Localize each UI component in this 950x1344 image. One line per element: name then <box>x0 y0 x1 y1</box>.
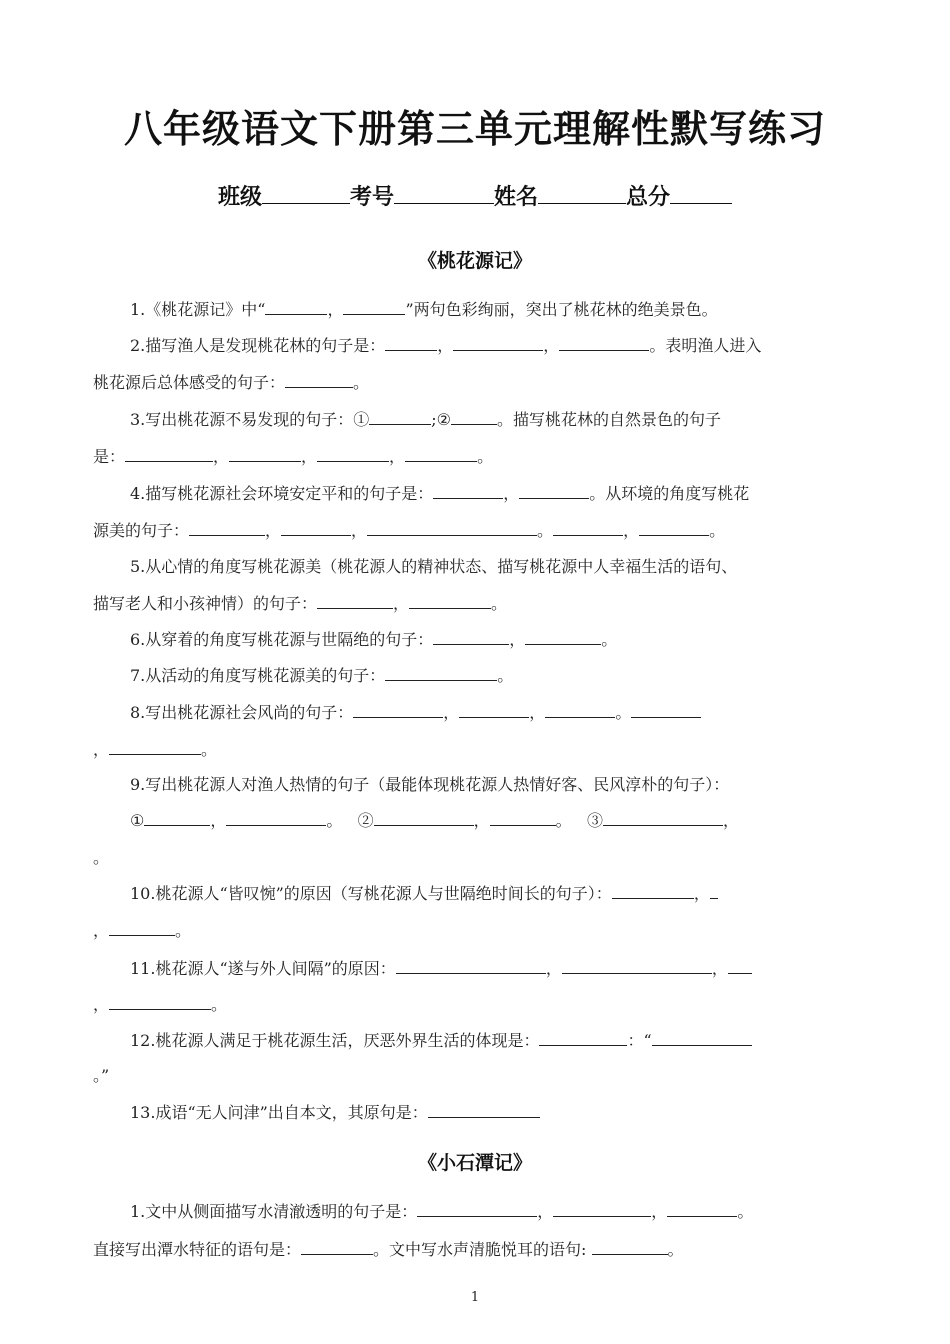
question-line <box>93 1063 863 1086</box>
question-text: ， <box>693 884 710 903</box>
section-title-taohuayuanji: 《桃花源记》 <box>417 250 532 272</box>
question-text: ， <box>623 521 640 540</box>
question-line <box>130 1199 860 1222</box>
question-text: ， <box>210 811 227 830</box>
question-text: 。 <box>497 666 514 685</box>
answer-blank[interactable] <box>519 484 589 499</box>
question-text: 描写老人和小孩神情）的句子： <box>93 594 318 613</box>
section-title-xiaoshitanji: 《小石潭记》 <box>417 1152 532 1174</box>
question-text: ③ <box>586 811 603 830</box>
answer-blank[interactable] <box>317 447 389 462</box>
question-line <box>130 1100 860 1123</box>
question-text: ② <box>357 811 374 830</box>
question-text: 。 <box>709 521 726 540</box>
class-label: 班级 <box>217 185 262 210</box>
question-text: 。 <box>491 594 508 613</box>
name-label: 姓名 <box>494 185 539 210</box>
question-text: ， <box>651 1202 668 1221</box>
question-text: ， <box>537 1202 554 1221</box>
question-text: 。 <box>737 1202 754 1221</box>
answer-blank[interactable] <box>226 811 326 826</box>
question-line <box>130 554 860 577</box>
answer-blank[interactable] <box>525 630 601 645</box>
name-blank[interactable] <box>538 183 626 204</box>
answer-blank[interactable] <box>559 336 649 351</box>
answer-blank[interactable] <box>562 959 712 974</box>
question-text: ， <box>509 630 526 649</box>
answer-blank[interactable] <box>281 521 351 536</box>
answer-blank[interactable] <box>451 410 497 425</box>
question-text: ， <box>437 336 454 355</box>
question-line <box>130 481 860 504</box>
answer-blank[interactable] <box>553 1202 651 1217</box>
answer-blank[interactable] <box>545 703 615 718</box>
answer-blank[interactable] <box>109 740 201 755</box>
question-text: 。 <box>601 630 618 649</box>
answer-blank[interactable] <box>433 484 503 499</box>
question-text: 。表明渔人进入 <box>649 336 762 355</box>
answer-blank[interactable] <box>592 1240 668 1255</box>
question-text: 。描写桃花林的自然景色的句子 <box>497 410 722 429</box>
answer-blank[interactable] <box>490 811 556 826</box>
question-text: 4.描写桃花源社会环境安定平和的句子是： <box>130 484 434 503</box>
question-text: ， <box>327 300 344 319</box>
question-text: ， <box>213 447 230 466</box>
question-text: 。文中写水声清脆悦耳的语句: <box>373 1240 587 1259</box>
question-line <box>93 918 863 941</box>
question-line <box>130 772 860 795</box>
answer-blank[interactable] <box>125 447 213 462</box>
answer-blank[interactable] <box>369 410 431 425</box>
question-text: 5.从心情的角度写桃花源美（桃花源人的精神状态、描写桃花源中人幸福生活的语句、 <box>130 557 738 576</box>
question-text: 是： <box>93 447 126 466</box>
question-text: 桃花源后总体感受的句子： <box>93 373 286 392</box>
page-number: 1 <box>470 1290 480 1305</box>
answer-blank[interactable] <box>553 521 623 536</box>
question-text: ， <box>529 703 546 722</box>
question-text: ， <box>503 484 520 503</box>
question-text: ”两句色彩绚丽，突出了桃花林的绝美景色。 <box>405 300 718 319</box>
question-text: ， <box>545 959 562 978</box>
answer-blank[interactable] <box>405 447 477 462</box>
answer-blank[interactable] <box>652 1031 752 1046</box>
question-line <box>130 627 860 650</box>
question-text: 。 <box>93 848 110 867</box>
answer-blank[interactable] <box>603 811 723 826</box>
answer-blank[interactable] <box>409 594 491 609</box>
answer-blank[interactable] <box>417 1202 537 1217</box>
answer-blank[interactable] <box>428 1103 540 1118</box>
answer-blank[interactable] <box>433 630 509 645</box>
question-line <box>130 663 860 686</box>
answer-blank[interactable] <box>667 1202 737 1217</box>
answer-blank[interactable] <box>301 1240 373 1255</box>
question-text: 9.写出桃花源人对渔人热情的句子（最能体现桃花源人热情好客、民风淳朴的句子）： <box>130 775 730 794</box>
question-text: 2.描写渔人是发现桃花林的句子是： <box>130 336 386 355</box>
question-text: ， <box>393 594 410 613</box>
question-line <box>130 956 860 979</box>
question-text: ， <box>473 811 490 830</box>
answer-blank[interactable] <box>459 703 529 718</box>
exam-no-blank[interactable] <box>394 183 494 204</box>
answer-blank[interactable] <box>144 811 210 826</box>
question-line <box>130 407 860 430</box>
answer-blank[interactable] <box>453 336 543 351</box>
question-text: ， <box>93 995 110 1014</box>
page-title: 八年级语文下册第三单元理解性默写练习 <box>123 107 826 151</box>
question-text: ， <box>93 740 110 759</box>
question-line <box>93 444 863 467</box>
question-text: 。 <box>477 447 494 466</box>
answer-blank[interactable] <box>189 521 265 536</box>
question-text: ① <box>130 811 145 830</box>
question-text: 。 <box>615 703 632 722</box>
answer-blank[interactable] <box>317 594 393 609</box>
question-text: 。 <box>537 521 554 540</box>
question-text: 3.写出桃花源不易发现的句子：① <box>130 410 370 429</box>
question-text: 。” <box>93 1066 110 1085</box>
question-text: 。 <box>326 811 343 830</box>
answer-blank[interactable] <box>385 336 437 351</box>
question-text: 13.成语“无人问津”出自本文，其原句是： <box>130 1103 428 1122</box>
question-line <box>93 518 863 541</box>
question-text: ， <box>389 447 406 466</box>
question-line <box>93 591 863 614</box>
question-text: ， <box>711 959 728 978</box>
question-text: 1.文中从侧面描写水清澈透明的句子是： <box>130 1202 418 1221</box>
question-text: 7.从活动的角度写桃花源美的句子： <box>130 666 386 685</box>
question-text: 。 <box>353 373 370 392</box>
question-line <box>130 881 860 904</box>
question-text: ;② <box>431 410 452 429</box>
question-text: 11.桃花源人“遂与外人间隔”的原因： <box>130 959 396 978</box>
answer-blank[interactable] <box>367 521 537 536</box>
answer-blank[interactable] <box>343 300 405 315</box>
answer-blank[interactable] <box>229 447 301 462</box>
question-text: ， <box>443 703 460 722</box>
answer-blank[interactable] <box>265 300 327 315</box>
question-line <box>130 808 860 831</box>
answer-blank[interactable] <box>109 995 211 1010</box>
question-text: 直接写出潭水特征的语句是： <box>93 1240 302 1259</box>
question-text: 源美的句子： <box>93 521 190 540</box>
class-blank[interactable] <box>262 183 350 204</box>
answer-blank[interactable] <box>639 521 709 536</box>
question-line <box>130 297 860 320</box>
answer-blank[interactable] <box>612 884 694 899</box>
student-info-row <box>0 180 950 211</box>
answer-blank[interactable] <box>353 703 443 718</box>
answer-blank[interactable] <box>539 1031 627 1046</box>
question-text: 6.从穿着的角度写桃花源与世隔绝的句子： <box>130 630 434 649</box>
question-text: ， <box>722 811 739 830</box>
answer-blank[interactable] <box>285 373 353 388</box>
question-text: 。 <box>211 995 228 1014</box>
question-line <box>130 333 860 356</box>
question-line <box>130 1028 860 1051</box>
question-text: ， <box>265 521 282 540</box>
answer-blank[interactable] <box>374 811 474 826</box>
question-text: 。从环境的角度写桃花 <box>589 484 750 503</box>
score-blank[interactable] <box>670 183 732 204</box>
question-text: 。 <box>175 921 192 940</box>
question-text: 。 <box>201 740 218 759</box>
question-line <box>93 992 863 1015</box>
answer-blank[interactable] <box>396 959 546 974</box>
question-text: ， <box>93 921 110 940</box>
answer-blank[interactable] <box>109 921 175 936</box>
question-line <box>93 1237 863 1260</box>
question-text: ， <box>301 447 318 466</box>
answer-blank[interactable] <box>728 959 752 974</box>
exam-no-label: 考号 <box>349 185 394 210</box>
question-text: 。 <box>555 811 572 830</box>
question-text: ， <box>351 521 368 540</box>
question-text: 12.桃花源人满足于桃花源生活，厌恶外界生活的体现是： <box>130 1031 540 1050</box>
answer-blank[interactable] <box>710 884 718 899</box>
question-text: 。 <box>667 1240 684 1259</box>
answer-blank[interactable] <box>385 666 497 681</box>
question-line <box>93 370 863 393</box>
question-text: 10.桃花源人“皆叹惋”的原因（写桃花源人与世隔绝时间长的句子）： <box>130 884 612 903</box>
question-line <box>93 737 863 760</box>
answer-blank[interactable] <box>631 703 701 718</box>
question-text: 8.写出桃花源社会风尚的句子： <box>130 703 354 722</box>
score-label: 总分 <box>626 185 671 210</box>
question-text: ， <box>543 336 560 355</box>
question-line <box>130 700 860 723</box>
question-line <box>93 845 863 868</box>
question-text: ：“ <box>627 1031 652 1050</box>
question-text: 1.《桃花源记》中“ <box>130 300 266 319</box>
